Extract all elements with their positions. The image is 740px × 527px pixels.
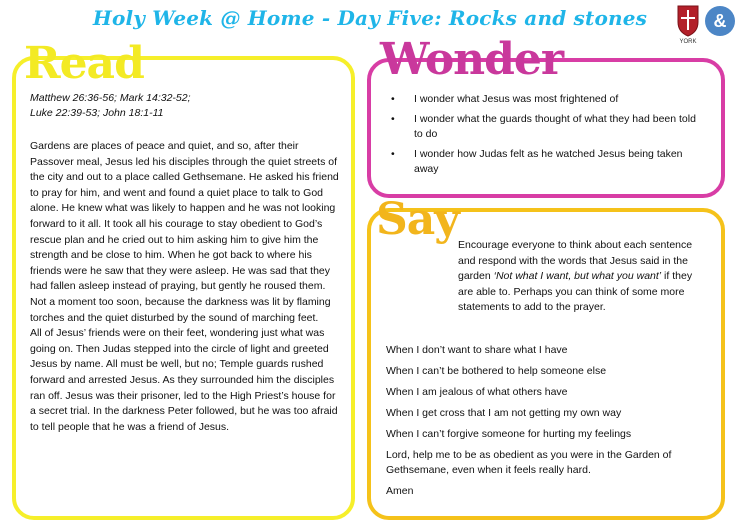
wonder-heading: Wonder <box>380 34 564 85</box>
read-heading: Read <box>24 38 144 89</box>
story-paragraph: Gardens are places of peace and quiet, and so, after their Passover meal, Jesus led his disciples through the quiet streets of the city and out to a place called Gethsemane. He asked his friend to pray for him, and went and found a quiet place to talk to God alone. He knew what was likely to happen and he was not looking forward to it all. It took all his courage to stay obedient to God’s rescue plan and he cried out to him asking him to give him the strength and be close to him. When he got back to where his friends were he saw that they were asleep. He was sad that they had fallen asleep instead of praying, but gently he roused them. Not a moment too soon, because the darkness was lit by flaming torches and the quiet disturbed by the sound of marching feet. <box>30 140 339 324</box>
say-intro <box>386 238 708 316</box>
story-paragraph: All of Jesus’ friends were on their feet, wondering just what was going on. Then Judas stepped into the circle of light and greeted Jesus by name. All must be well, but no; Temple guards rushed forward and arrested Jesus. As they surrounded him the disciples ran off. Jesus was their prisoner, led to the High Priest’s house for a secret trial. In the darkness Peter followed, but he was too afraid to tell people that he was a friend of Jesus. <box>30 327 338 433</box>
bullet-icon: • <box>391 93 395 105</box>
ampersand-icon: & <box>705 6 735 36</box>
statement-line: When I am jealous of what others have <box>386 386 568 398</box>
wonder-item: • I wonder what Jesus was most frightened of <box>391 93 619 105</box>
church-crest-icon <box>675 4 701 44</box>
read-story <box>30 139 340 435</box>
prayer-statements <box>386 343 708 505</box>
bible-references <box>30 91 330 121</box>
say-intro-end: if they are able to. Perhaps you can think of some more statements to add to the prayer. <box>458 270 693 314</box>
say-heading: Say <box>376 194 459 245</box>
statement-line: Amen <box>386 485 414 497</box>
bullet-icon: • <box>391 113 395 125</box>
statement-line: When I can’t forgive someone for hurting my feelings <box>386 428 632 440</box>
logo-caption: YORK <box>679 39 697 44</box>
bullet-icon: • <box>391 148 395 160</box>
page-title: Holy Week @ Home - Day Five: Rocks and stones <box>92 6 648 30</box>
wonder-item: • I wonder what the guards thought of what they had been told to do <box>391 113 696 140</box>
wonder-item: • I wonder how Judas felt as he watched Jesus being taken away <box>391 148 683 175</box>
wonder-list <box>386 92 706 182</box>
statement-line: Lord, help me to be as obedient as you were in the Garden of Gethsemane, even when it feels really hard. <box>386 449 672 476</box>
statement-line: When I can’t be bothered to help someone else <box>386 365 607 377</box>
say-intro-quote: ‘Not what I want, but what you want’ <box>493 270 662 283</box>
say-intro-start: Encourage everyone to think about each sentence and respond with the words that Jesus said in the garden <box>458 239 693 283</box>
reference-line: Luke 22:39-53; John 18:1-11 <box>30 107 164 119</box>
statement-line: When I get cross that I am not getting my own way <box>386 407 622 419</box>
reference-line: Matthew 26:36-56; Mark 14:32-52; <box>30 92 191 104</box>
statement-line: When I don’t want to share what I have <box>386 344 568 356</box>
